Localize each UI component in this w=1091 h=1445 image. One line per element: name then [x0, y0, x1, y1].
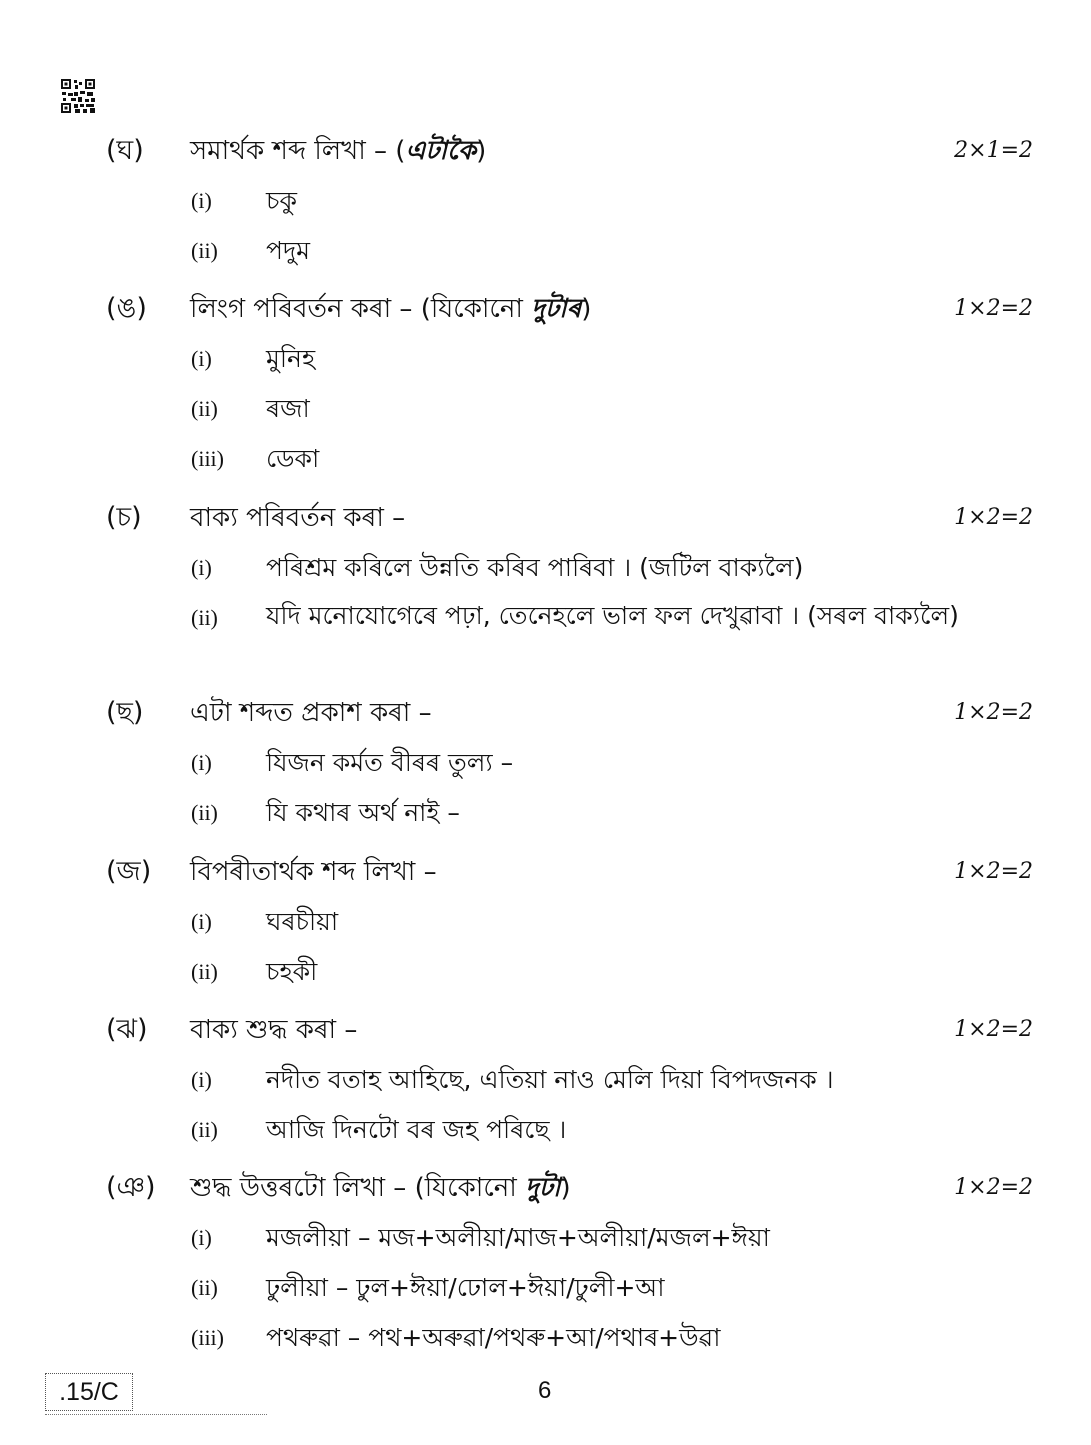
item-number: (ii) — [191, 605, 218, 630]
question-item — [0, 902, 1091, 942]
item-number: (iii) — [191, 1325, 224, 1350]
section-marks: 1×2=2 — [954, 1175, 1033, 1200]
section-label: (ঘ) — [106, 135, 144, 166]
page-number: 6 — [538, 1377, 552, 1404]
question-item — [0, 339, 1091, 379]
item-text: যদি মনোযোগেৰে পঢ়া, তেনেহলে ভাল ফল দেখুৱাবা । (সৰল বাক্যলৈ) — [266, 601, 959, 630]
item-number: (i) — [191, 750, 212, 775]
section-header — [0, 693, 1091, 733]
section-label: (ঝ) — [106, 1014, 148, 1045]
question-item — [0, 389, 1091, 429]
section-header — [0, 131, 1091, 171]
item-number: (i) — [191, 555, 212, 580]
section-title: সমাৰ্থক শব্দ লিখা – (এটাকৈ) — [190, 136, 487, 166]
question-item — [0, 548, 1091, 588]
question-item — [0, 598, 1091, 674]
section-header — [0, 852, 1091, 892]
item-text: যি কথাৰ অৰ্থ নাই – — [266, 798, 460, 827]
section-marks: 1×2=2 — [954, 859, 1033, 884]
item-text: চহকী — [266, 957, 318, 986]
question-item — [0, 1110, 1091, 1150]
item-text: ডেকা — [266, 444, 320, 473]
item-number: (ii) — [191, 238, 218, 263]
security-strip — [45, 1414, 267, 1417]
section-marks: 1×2=2 — [954, 700, 1033, 725]
item-text: পৰিশ্ৰম কৰিলে উন্নতি কৰিব পাৰিবা । (জটিল বাক্যলৈ) — [266, 553, 804, 582]
section-title-emphasis: দুটা — [525, 1173, 561, 1203]
section-title: বাক্য পৰিবৰ্তন কৰা – — [190, 503, 406, 533]
paper-code: .15/C — [45, 1373, 133, 1411]
item-number: (i) — [191, 346, 212, 371]
item-number: (i) — [191, 1067, 212, 1092]
question-item — [0, 181, 1091, 221]
item-text: ঢুলীয়া – ঢুল+ঈয়া/ঢোল+ঈয়া/ঢুলী+আ — [266, 1273, 665, 1302]
section-header — [0, 498, 1091, 538]
section-marks: 2×1=2 — [954, 138, 1033, 163]
item-number: (ii) — [191, 959, 218, 984]
item-number: (i) — [191, 1225, 212, 1250]
item-number: (ii) — [191, 1275, 218, 1300]
item-number: (ii) — [191, 1117, 218, 1142]
section-title-emphasis: এটাকৈ — [405, 136, 477, 166]
item-text: যিজন কৰ্মত বীৰৰ তুল্য – — [266, 748, 514, 777]
section-title: বাক্য শুদ্ধ কৰা – — [190, 1015, 358, 1045]
section-header — [0, 1168, 1091, 1208]
question-item — [0, 1318, 1091, 1358]
section-label: (ঞ) — [106, 1172, 156, 1203]
section-label: (জ) — [106, 856, 152, 887]
item-text: নদীত বতাহ আহিছে, এতিয়া নাও মেলি দিয়া বিপদজনক । — [266, 1065, 834, 1094]
section-header — [0, 1010, 1091, 1050]
question-item — [0, 1060, 1091, 1100]
item-text: মুনিহ — [266, 344, 316, 373]
section-marks: 1×2=2 — [954, 505, 1033, 530]
item-text: ঘৰচীয়া — [266, 907, 339, 936]
section-header — [0, 289, 1091, 329]
question-item — [0, 793, 1091, 833]
item-text: পদুম — [266, 236, 310, 265]
section-title-emphasis: দুটাৰ — [531, 294, 582, 324]
question-item — [0, 952, 1091, 992]
section-marks: 1×2=2 — [954, 296, 1033, 321]
item-text: আজি দিনটো বৰ জহ পৰিছে । — [266, 1115, 567, 1144]
item-number: (i) — [191, 909, 212, 934]
section-label: (ছ) — [106, 697, 144, 728]
question-item — [0, 231, 1091, 271]
section-label: (চ) — [106, 502, 142, 533]
section-title: বিপৰীতাৰ্থক শব্দ লিখা – — [190, 857, 437, 887]
question-item — [0, 743, 1091, 783]
question-item — [0, 1268, 1091, 1308]
item-text: মজলীয়া – মজ+অলীয়া/মাজ+অলীয়া/মজল+ঈয়া — [266, 1223, 770, 1252]
section-label: (ঙ) — [106, 293, 147, 324]
section-title: লিংগ পৰিবৰ্তন কৰা – (যিকোনো দুটাৰ) — [190, 294, 592, 324]
question-item — [0, 1218, 1091, 1258]
item-number: (ii) — [191, 800, 218, 825]
section-marks: 1×2=2 — [954, 1017, 1033, 1042]
item-text: পথৰুৱা – পথ+অৰুৱা/পথৰু+আ/পথাৰ+উৱা — [266, 1323, 721, 1352]
item-number: (iii) — [191, 446, 224, 471]
item-text: ৰজা — [266, 394, 310, 423]
qr-code-icon — [61, 79, 95, 113]
item-number: (i) — [191, 188, 212, 213]
question-item — [0, 439, 1091, 479]
item-text: চকু — [266, 186, 297, 215]
section-title: শুদ্ধ উত্তৰটো লিখা – (যিকোনো দুটা) — [190, 1173, 571, 1203]
section-title: এটা শব্দত প্ৰকাশ কৰা – — [190, 698, 432, 728]
item-number: (ii) — [191, 396, 218, 421]
